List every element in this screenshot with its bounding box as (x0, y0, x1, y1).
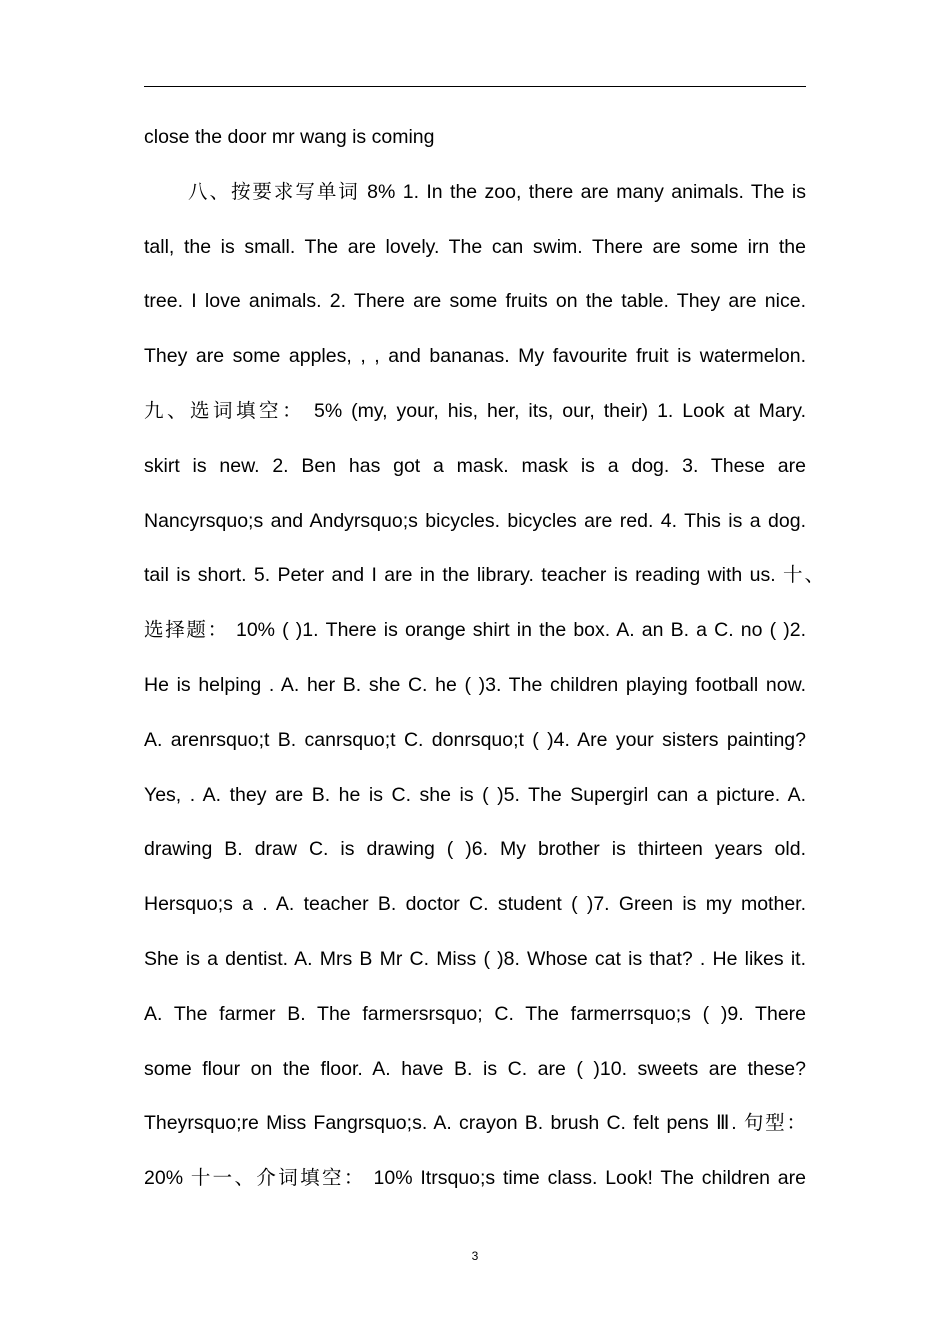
text-line: 八、按要求写单词 8% 1. In the zoo, there are many animals. The is (188, 180, 806, 203)
text-line: skirt is new. 2. Ben has got a mask. mask is a dog. 3. These are (144, 454, 806, 477)
text-line: 九、选词填空： 5% (my, your, his, her, its, our, their) 1. Look at Mary. (144, 399, 806, 422)
text-line: She is a dentist. A. Mrs B Mr C. Miss ( )8. Whose cat is that? . He likes it. (144, 947, 806, 970)
text-line: He is helping . A. her B. she C. he ( )3. The children playing football now. (144, 673, 806, 696)
text-line: 选择题： 10% ( )1. There is orange shirt in the box. A. an B. a C. no ( )2. (144, 619, 806, 642)
text-line: drawing B. draw C. is drawing ( )6. My brother is thirteen years old. (144, 838, 806, 861)
text-line: A. arenrsquo;t B. canrsquo;t C. donrsquo;t ( )4. Are your sisters painting? (144, 728, 806, 751)
text-line: Yes, . A. they are B. he is C. she is ( )5. The Supergirl can a picture. A. (144, 783, 806, 806)
text-line: A. The farmer B. The farmersrsquo; C. The farmerrsquo;s ( )9. There (144, 1002, 806, 1025)
text-line: some flour on the floor. A. have B. is C. are ( )10. sweets are these? (144, 1057, 806, 1080)
text-line: Hersquo;s a . A. teacher B. doctor C. student ( )7. Green is my mother. (144, 893, 806, 916)
text-line: 20% 十一、介词填空： 10% Itrsquo;s time class. Look! The children are (144, 1167, 806, 1190)
body-text (144, 110, 824, 1206)
text-line: close the door mr wang is coming (144, 126, 435, 148)
text-line: Nancyrsquo;s and Andyrsquo;s bicycles. bicycles are red. 4. This is a dog. (144, 509, 806, 532)
text-line: They are some apples, , , and bananas. My favourite fruit is watermelon. (144, 345, 806, 368)
page-number: 3 (471, 1249, 479, 1263)
text-line: tall, the is small. The are lovely. The can swim. There are some irn the (144, 235, 806, 258)
text-line: Theyrsquo;re Miss Fangrsquo;s. A. crayon B. brush C. felt pens Ⅲ. 句型： (144, 1112, 806, 1135)
header-rule (144, 86, 806, 87)
text-line: tree. I love animals. 2. There are some fruits on the table. They are nice. (144, 290, 806, 313)
text-line: tail is short. 5. Peter and I are in the library. teacher is reading with us. 十、 (144, 564, 824, 587)
